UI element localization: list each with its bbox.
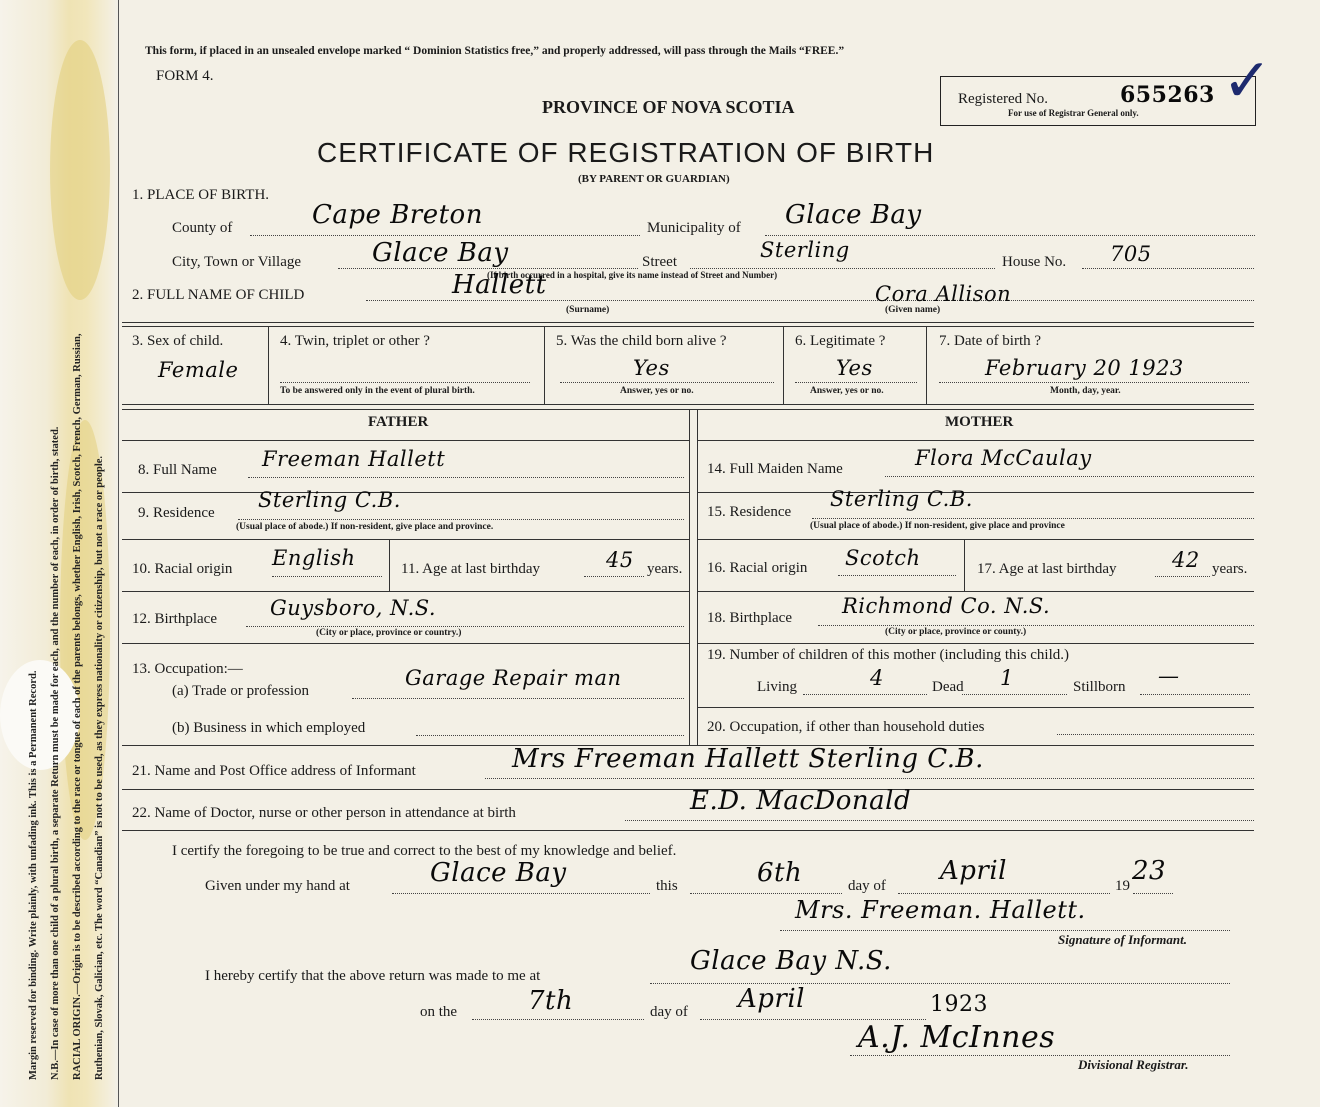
street-line (690, 268, 995, 269)
alive-value: Yes (633, 356, 670, 380)
mother-occupation-label: 20. Occupation, if other than household duties (707, 719, 985, 735)
rule (697, 707, 1254, 708)
city-label: City, Town or Village (172, 254, 302, 270)
registrar-day: 7th (528, 986, 574, 1016)
day-line (690, 893, 842, 894)
living-line (803, 694, 927, 695)
margin-rule (118, 0, 119, 1107)
given-name-caption: (Given name) (885, 305, 941, 315)
informant-line (485, 778, 1254, 779)
on-the-label: on the (420, 1004, 458, 1020)
twin-note: To be answered only in the event of plural birth. (280, 386, 475, 396)
children-count-label: 19. Number of children of this mother (including this child.) (707, 647, 1070, 663)
father-birthplace-caption: (City or place, province or country.) (316, 628, 462, 638)
living-value: 4 (870, 666, 884, 690)
child-name-line (366, 300, 1254, 301)
father-residence-label: 9. Residence (138, 505, 215, 521)
mother-racial-label: 16. Racial origin (707, 560, 808, 576)
mother-age-years: years. (1212, 561, 1248, 577)
rule (122, 322, 1254, 323)
father-residence: Sterling C.B. (258, 488, 401, 512)
rule (697, 591, 1254, 592)
province-heading: PROVINCE OF NOVA SCOTIA (542, 97, 795, 117)
mother-racial-line (838, 575, 956, 576)
dead-value: 1 (1000, 666, 1014, 690)
doctor-label: 22. Name of Doctor, nurse or other person in attendance at birth (132, 805, 516, 821)
dead-label: Dead (932, 679, 964, 695)
father-residence-caption: (Usual place of abode.) If non-resident, give place and province. (236, 522, 494, 532)
informant-label: 21. Name and Post Office address of Informant (132, 763, 416, 779)
hospital-note: (If birth occurred in a hospital, give its name instead of Street and Number) (487, 270, 778, 280)
rule (122, 830, 1254, 831)
informant-value: Mrs Freeman Hallett Sterling C.B. (512, 744, 984, 774)
stillborn-value: — (1158, 664, 1180, 688)
stillborn-label: Stillborn (1073, 679, 1126, 695)
registrar-year: 1923 (930, 992, 988, 1017)
mother-residence-caption: (Usual place of abode.) If non-resident, give place and province (810, 521, 1065, 531)
alive-line (560, 382, 774, 383)
dob-caption: Month, day, year. (1050, 386, 1121, 396)
page-title: CERTIFICATE OF REGISTRATION OF BIRTH (317, 137, 935, 168)
rule (268, 326, 269, 404)
mother-residence: Sterling C.B. (830, 487, 973, 511)
municipality-label: Municipality of (647, 220, 741, 236)
father-business-label: (b) Business in which employed (172, 720, 366, 736)
father-age-label: 11. Age at last birthday (401, 561, 540, 577)
rule (964, 539, 965, 591)
legitimate-value: Yes (836, 356, 873, 380)
given-month: April (940, 856, 1007, 886)
father-heading: FATHER (368, 414, 429, 430)
mother-name-label: 14. Full Maiden Name (707, 461, 843, 477)
rule (926, 326, 927, 404)
dob-label: 7. Date of birth ? (939, 333, 1042, 349)
child-surname: Hallett (452, 270, 547, 300)
mother-age-line (1155, 576, 1210, 577)
stillborn-line (1140, 694, 1250, 695)
mother-age: 42 (1172, 548, 1200, 572)
mother-birthplace-label: 18. Birthplace (707, 610, 792, 626)
twin-line (280, 382, 530, 383)
given-day: 6th (757, 858, 803, 888)
father-trade: Garage Repair man (405, 666, 622, 690)
rule (122, 440, 689, 441)
rule (697, 440, 1254, 441)
mother-racial: Scotch (845, 546, 921, 570)
child-name-label: 2. FULL NAME OF CHILD (132, 287, 305, 303)
mother-birthplace-line (818, 625, 1254, 626)
margin-text-1: Margin reserved for binding. Write plainly, with unfading ink. This is a Permanent Record. (28, 670, 39, 1080)
margin-text-4: Ruthenian, Slovak, Galician, etc. The word “Canadian” is not to be used, as they express nationality or citizenship, but not a race or people. (94, 455, 105, 1080)
house-value: 705 (1110, 242, 1152, 266)
street-value: Sterling (760, 238, 850, 262)
place-of-birth-label: 1. PLACE OF BIRTH. (132, 187, 270, 203)
father-birthplace-line (246, 626, 684, 627)
father-name: Freeman Hallett (262, 447, 446, 471)
father-age-line (584, 576, 644, 577)
municipality-value: Glace Bay (785, 200, 922, 230)
father-name-label: 8. Full Name (138, 462, 217, 478)
father-age-years: years. (647, 561, 683, 577)
rule (783, 326, 784, 404)
alive-caption: Answer, yes or no. (620, 386, 694, 396)
registrar-caption: Divisional Registrar. (1078, 1057, 1189, 1072)
living-label: Living (757, 679, 797, 695)
rule (697, 409, 698, 745)
rule (122, 789, 1254, 790)
page-subtitle: (BY PARENT OR GUARDIAN) (578, 173, 730, 185)
father-business-line (416, 735, 684, 736)
form-number: FORM 4. (156, 68, 214, 84)
father-racial: English (272, 546, 356, 570)
registrar-month: April (738, 984, 805, 1014)
rule (689, 409, 690, 745)
margin-text-3: RACIAL ORIGIN.—Origin is to be described according to the race or tongue of each of the parents belongs, whether English, Irish, Scotch, French, German, Russian, (72, 333, 83, 1080)
rule (389, 539, 390, 591)
mother-name-line (885, 476, 1254, 477)
rule (697, 643, 1254, 644)
father-birthplace: Guysboro, N.S. (270, 596, 437, 620)
certify-statement: I certify the foregoing to be true and correct to the best of my knowledge and belief. (172, 843, 677, 859)
mother-birthplace: Richmond Co. N.S. (842, 594, 1051, 618)
margin-text-2: N.B.—In case of more than one child of a plural birth, a separate Return must be made for each, and the number of each, in order of birth, stated. (50, 426, 61, 1080)
informant-signature: Mrs. Freeman. Hallett. (795, 896, 1086, 924)
month-line (898, 893, 1110, 894)
rule (122, 326, 1254, 327)
given-at-place: Glace Bay (430, 858, 567, 888)
municipality-line (765, 235, 1255, 236)
this-label: this (656, 878, 678, 894)
registrar-statement: I hereby certify that the above return was made to me at (205, 968, 541, 984)
father-name-line (248, 477, 684, 478)
father-trade-label: (a) Trade or profession (172, 683, 310, 699)
given-at-line (392, 893, 650, 894)
mother-age-label: 17. Age at last birthday (977, 561, 1117, 577)
county-value: Cape Breton (312, 200, 483, 230)
legitimate-caption: Answer, yes or no. (810, 386, 884, 396)
house-label: House No. (1002, 254, 1067, 270)
registered-note: For use of Registrar General only. (1008, 108, 1139, 118)
father-racial-label: 10. Racial origin (132, 561, 233, 577)
dob-line (939, 382, 1249, 383)
day-of-label: day of (848, 878, 886, 894)
informant-signature-caption: Signature of Informant. (1058, 932, 1187, 947)
registrar-signature: A.J. McInnes (858, 1020, 1056, 1055)
registered-label: Registered No. (958, 91, 1048, 107)
mail-notice: This form, if placed in an unsealed envelope marked “ Dominion Statistics free,” and properly addressed, will pass through the Mails “FREE.” (145, 45, 845, 57)
rule (122, 492, 689, 493)
county-line (250, 235, 640, 236)
child-given-name: Cora Allison (875, 282, 1012, 306)
mother-occupation-line (1057, 734, 1254, 735)
given-year: 23 (1132, 856, 1167, 886)
rule (122, 404, 1254, 405)
rule (697, 539, 1254, 540)
dob-value: February 20 1923 (985, 356, 1184, 380)
county-label: County of (172, 220, 233, 236)
twin-label: 4. Twin, triplet or other ? (280, 333, 430, 349)
informant-signature-line (780, 930, 1230, 931)
registrar-signature-line (850, 1055, 1230, 1056)
street-label: Street (642, 254, 677, 270)
registered-number: 655263 (1120, 82, 1215, 108)
city-line (338, 268, 638, 269)
father-birthplace-label: 12. Birthplace (132, 611, 217, 627)
year-line (1133, 893, 1173, 894)
surname-caption: (Surname) (566, 305, 610, 315)
house-line (1082, 268, 1254, 269)
mother-name: Flora McCaulay (915, 446, 1092, 470)
rule (544, 326, 545, 404)
father-trade-line (352, 698, 684, 699)
checkmark-icon: ✓ (1222, 48, 1273, 114)
registrar-day-line (472, 1019, 644, 1020)
stain (0, 660, 80, 770)
mother-residence-label: 15. Residence (707, 504, 792, 520)
father-residence-line (238, 519, 684, 520)
city-value: Glace Bay (372, 238, 509, 268)
rule (122, 643, 689, 644)
doctor-line (625, 820, 1254, 821)
registrar-place: Glace Bay N.S. (690, 946, 892, 976)
sex-value: Female (158, 358, 239, 382)
mother-residence-line (812, 518, 1254, 519)
rule (122, 539, 689, 540)
alive-label: 5. Was the child born alive ? (556, 333, 727, 349)
sex-label: 3. Sex of child. (132, 333, 224, 349)
stain (50, 40, 110, 300)
father-age: 45 (606, 548, 634, 572)
year-prefix: 19 (1115, 878, 1130, 894)
rule (122, 409, 1254, 410)
mother-birthplace-caption: (City or place, province or county.) (885, 627, 1027, 637)
father-racial-line (272, 576, 382, 577)
legitimate-label: 6. Legitimate ? (795, 333, 886, 349)
registrar-place-line (650, 983, 1230, 984)
given-at-label: Given under my hand at (205, 878, 350, 894)
legitimate-line (795, 382, 917, 383)
mother-heading: MOTHER (945, 414, 1014, 430)
registrar-day-of-label: day of (650, 1004, 688, 1020)
father-occupation-label: 13. Occupation:— (132, 661, 243, 677)
dead-line (962, 694, 1067, 695)
rule (697, 492, 1254, 493)
rule (122, 591, 689, 592)
doctor-value: E.D. MacDonald (690, 786, 912, 816)
